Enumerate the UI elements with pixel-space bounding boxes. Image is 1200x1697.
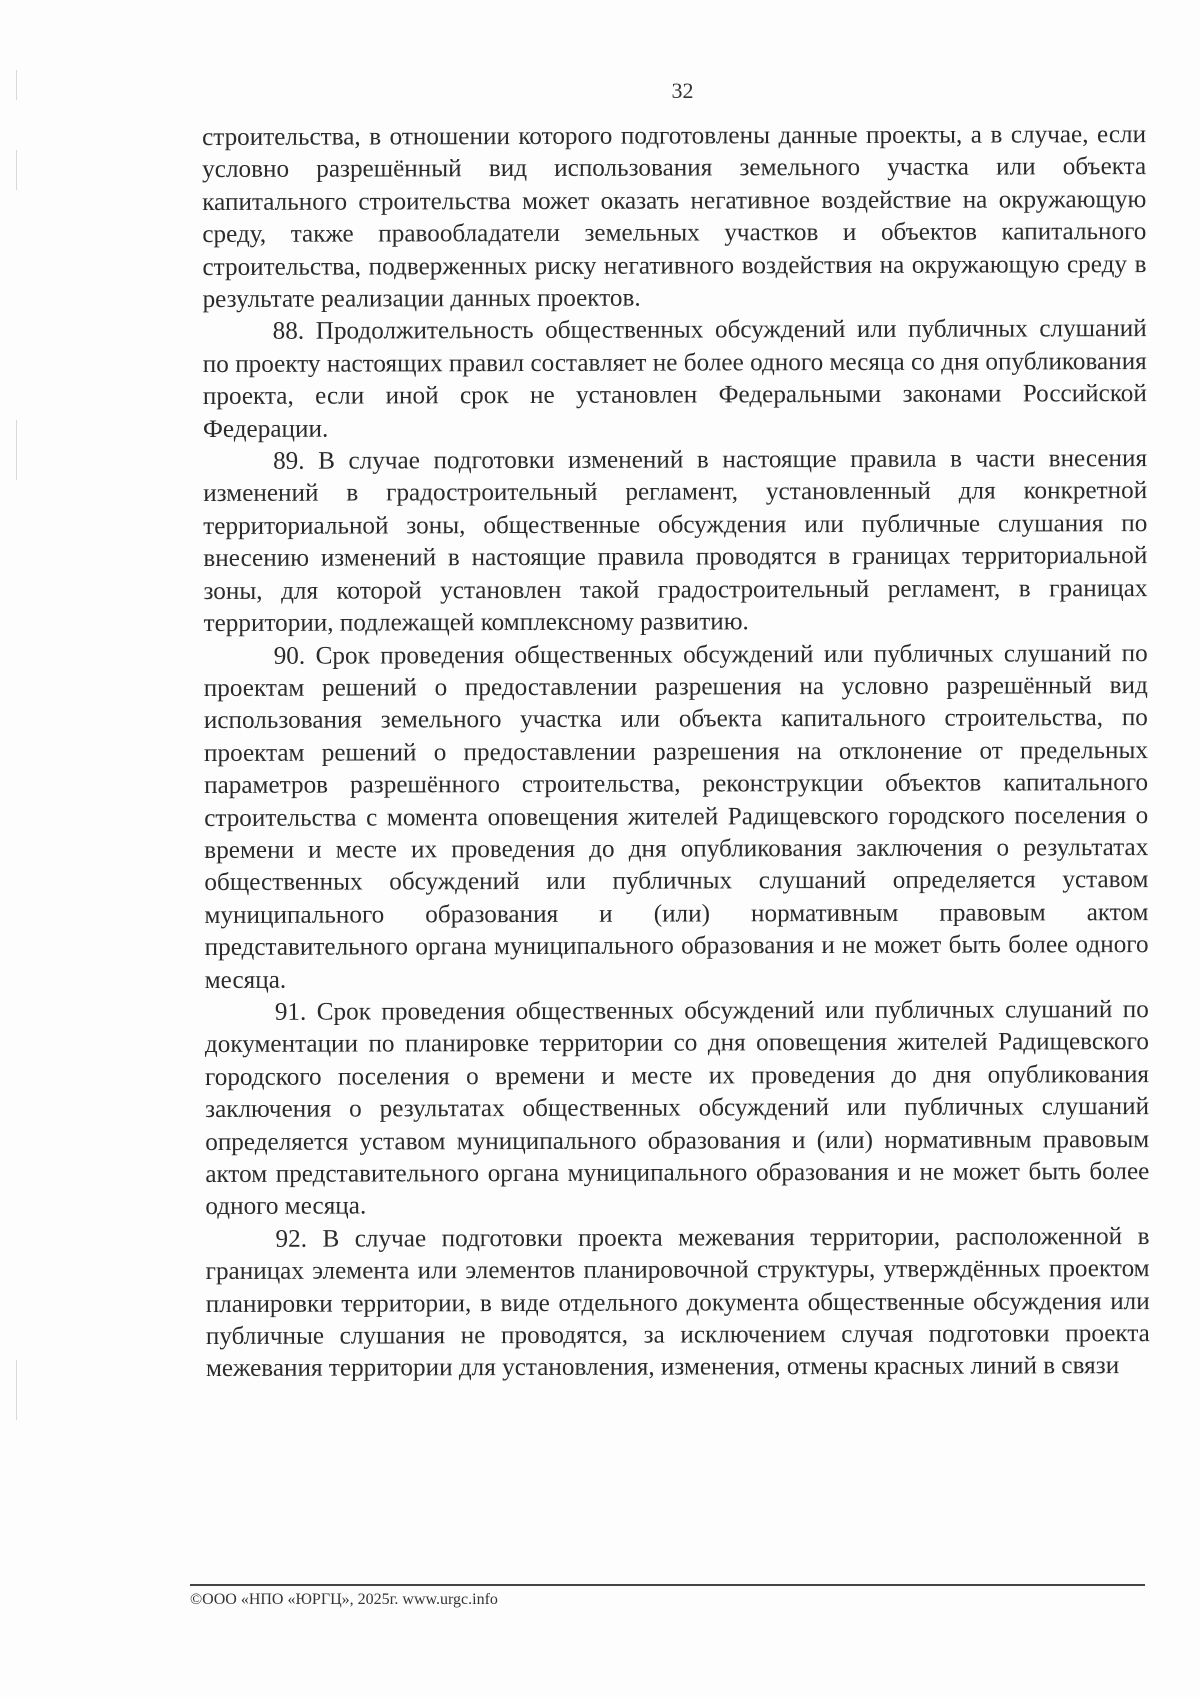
scan-artifact: [16, 150, 17, 190]
scan-artifact: [16, 420, 17, 480]
footer-copyright: ©ООО «НПО «ЮРГЦ», 2025г. www.urgc.info: [190, 1591, 498, 1608]
paragraph-88: 88. Продолжительность общественных обсуждений или публичных слушаний по проекту настоящих правил составляет не более одного месяца со дня опубликования проекта, если иной срок не установлен Федеральными законами Российской Федерации.: [202, 315, 1147, 443]
paragraph-91: 91. Срок проведения общественных обсуждений или публичных слушаний по документации по планировке территории со дня оповещения жителей Радищевского городского поселения о времени и месте их проведения до дня опубликования заключения о результатах общественных обсуждений или публичных слушаний определяется уставом муниципального образования и (или) нормативным правовым актом представительного органа муниципального образования и не может быть более одного месяца.: [204, 995, 1150, 1221]
scan-artifact: [16, 1360, 17, 1420]
paragraph-92: 92. В случае подготовки проекта межевания территории, расположенной в границах элемента или элементов планировочной структуры, утверждённых проектом планировки территории, в виде отдельного документа общественные обсуждения или публичные слушания не проводятся, за исключением случая подготовки проекта межевания территории для установления, изменения, отмены красных линий в связи: [205, 1222, 1150, 1383]
paragraph-90: 90. Срок проведения общественных обсуждений или публичных слушаний по проектам решений о предоставлении разрешения на условно разрешённый вид использования земельного участка или объекта капитального строительства, по проектам решений о предоставлении разрешения на отклонение от предельных параметров разрешённого строительства, реконструкции объектов капитального строительства с момента оповещения жителей Радищевского городского поселения о времени и месте их проведения до дня опубликования заключения о результатах общественных обсуждений или публичных слушаний определяется уставом муниципального образования и (или) нормативным правовым актом представительного органа муниципального образования и не может быть более одного месяца.: [203, 639, 1149, 994]
footer-divider: [190, 1584, 1145, 1586]
page-number: 32: [671, 78, 694, 103]
document-body: [202, 119, 1150, 1386]
paragraph-continuation: строительства, в отношении которого подготовлены данные проекты, а в случае, если условно разрешённый вид использования земельного участка или объекта капитального строительства может оказать негативное воздействие на окружающую среду, также правообладатели земельных участков и объектов капитального строительства, подверженных риску негативного воздействия на окружающую среду в результате реализации данных проектов.: [202, 121, 1147, 314]
paragraph-89: 89. В случае подготовки изменений в настоящие правила в части внесения изменений в градостроительный регламент, установленный для конкретной территориальной зоны, общественные обсуждения или публичные слушания по внесению изменений в настоящие правила проводятся в границах территориальной зоны, для которой установлен такой градостроительный регламент, в границах территории, подлежащей комплексному развитию.: [203, 445, 1148, 638]
